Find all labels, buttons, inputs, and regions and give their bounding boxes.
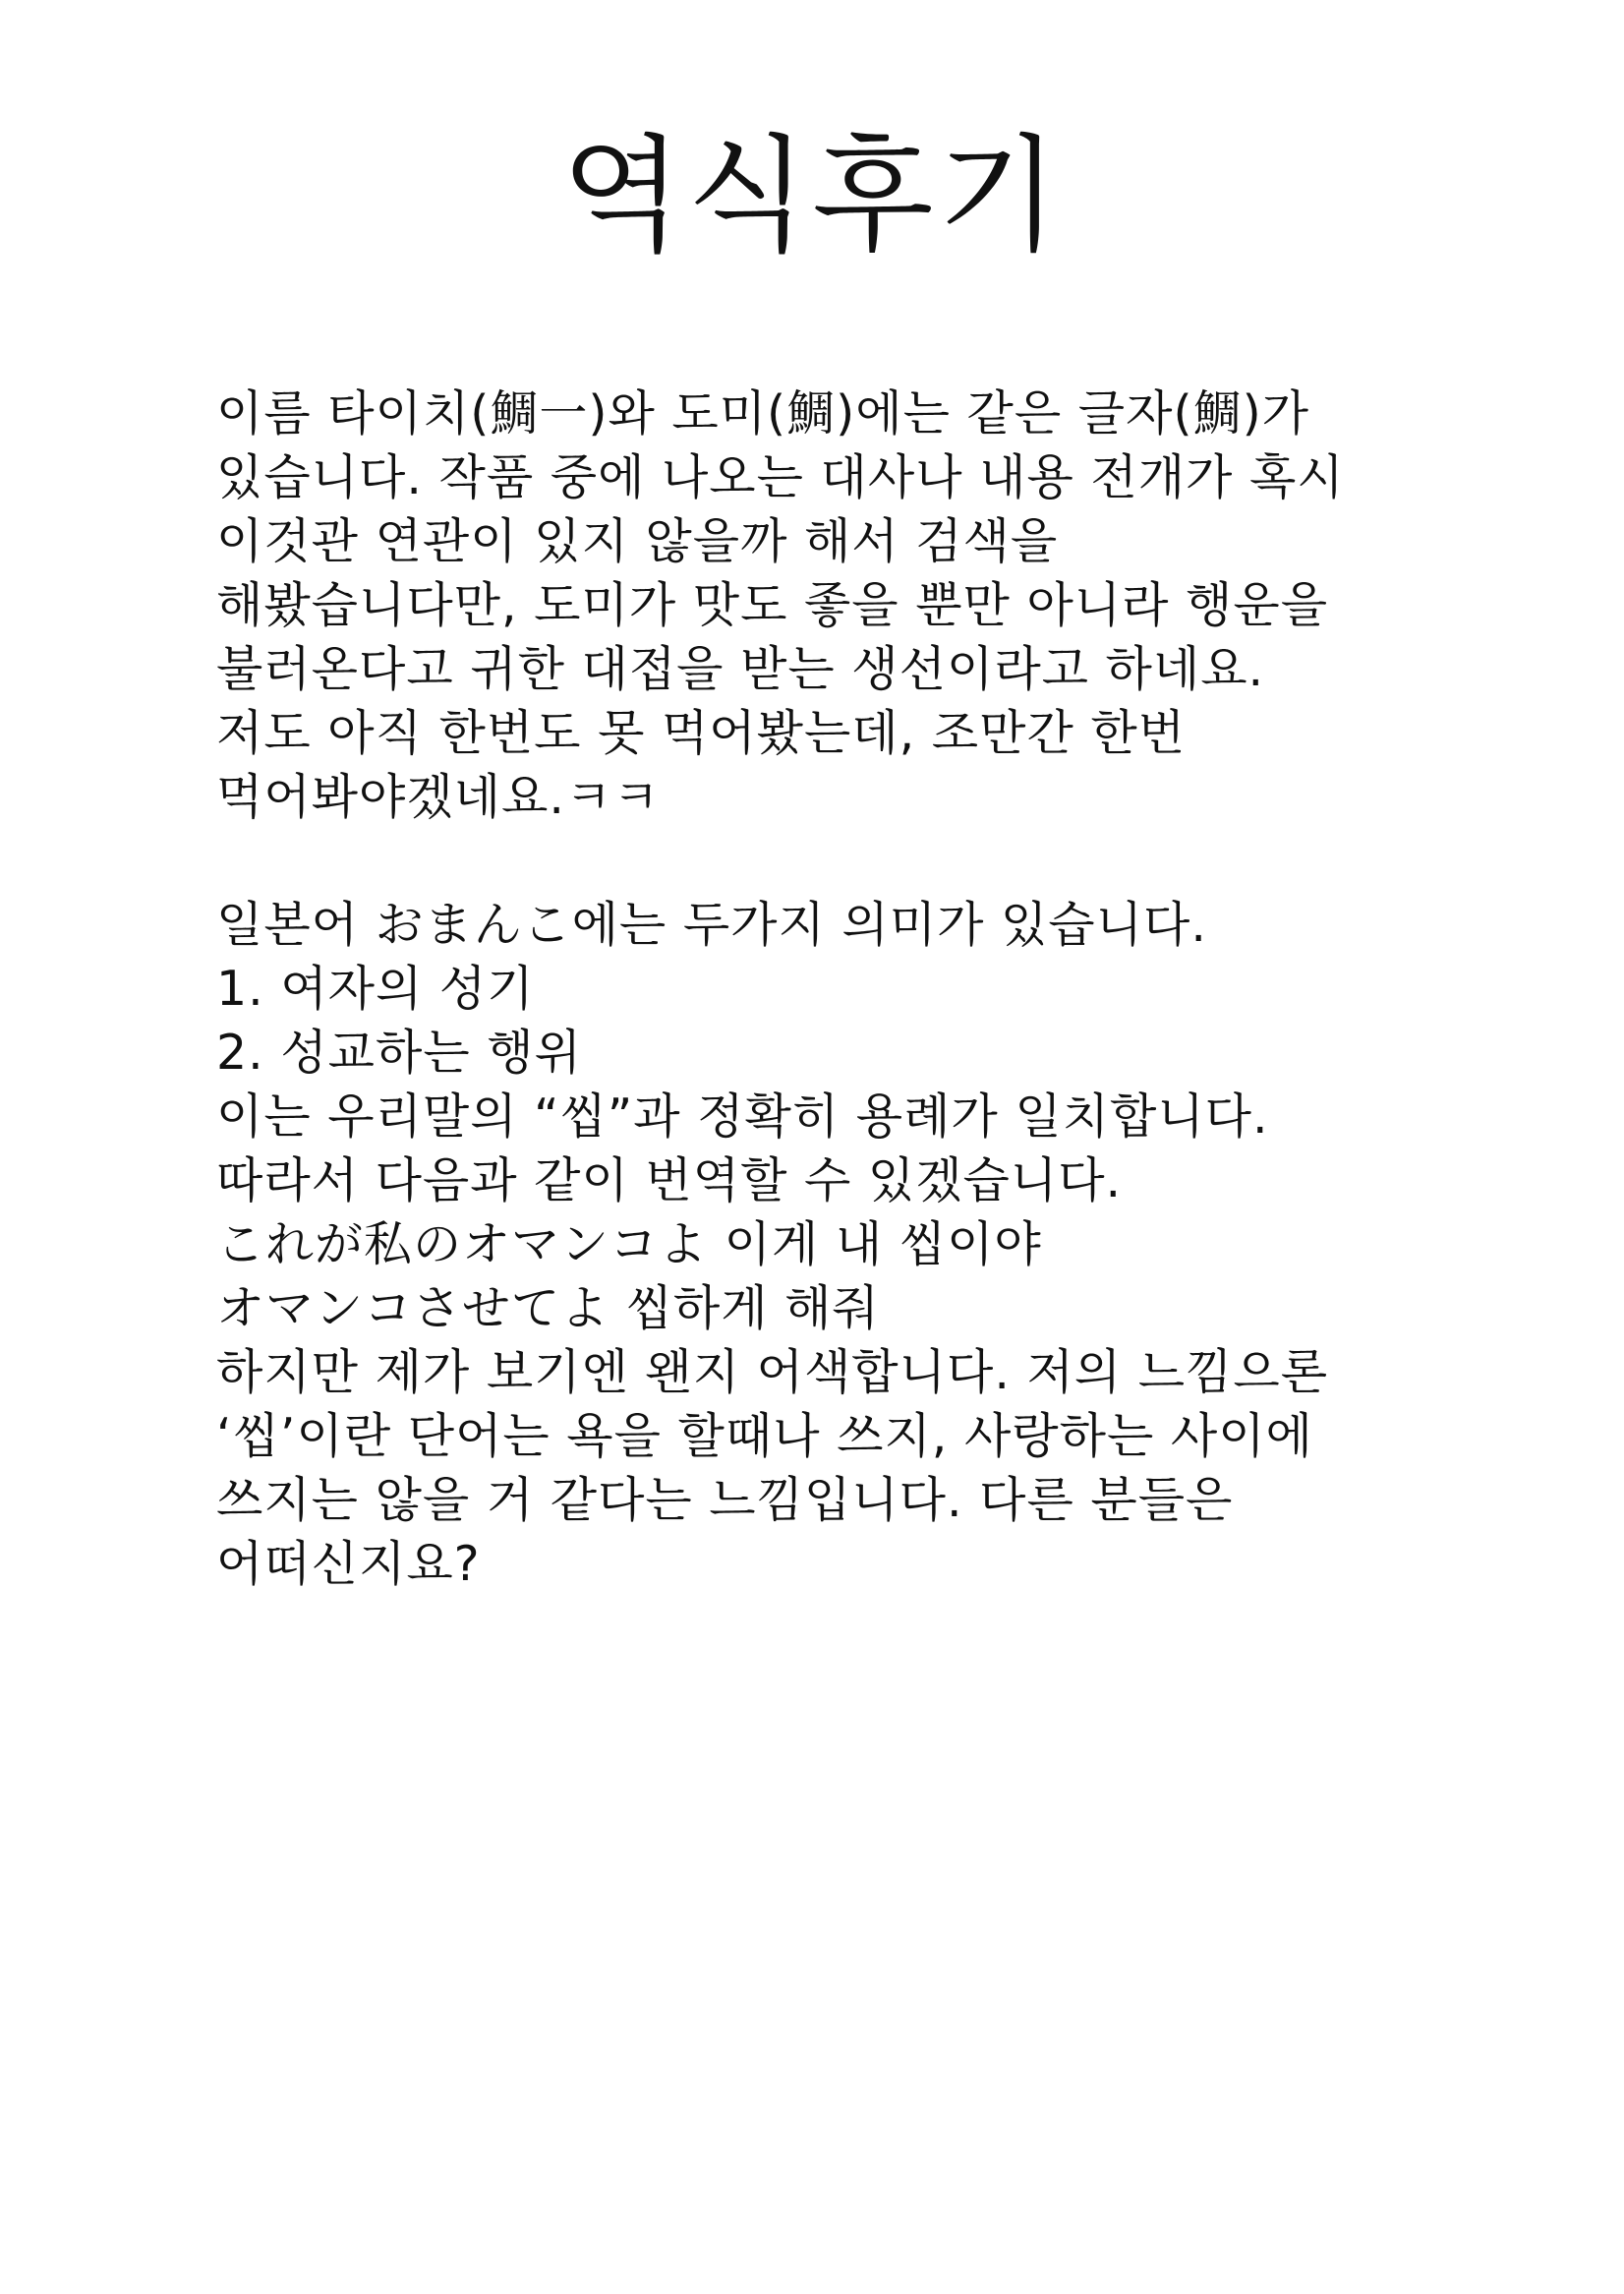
text-line: 이것관 연관이 있지 않을까 해서 검색을 bbox=[216, 513, 1059, 569]
text-line: 일본어 おまんこ에는 두가지 의미가 있습니다. bbox=[216, 897, 1207, 953]
text-line: 이름 타이치(鯛一)와 도미(鯛)에는 같은 글자(鯛)가 bbox=[216, 385, 1310, 441]
text-line: オマンコさせてよ 씹하게 해줘 bbox=[216, 1280, 880, 1336]
text-line: 먹어봐야겠네요.ㅋㅋ bbox=[216, 769, 661, 825]
text-line: 있습니다. 작품 중에 나오는 대사나 내용 전개가 혹시 bbox=[216, 449, 1345, 505]
text-line: 따라서 다음과 같이 번역할 수 있겠습니다. bbox=[216, 1152, 1123, 1208]
body-text bbox=[216, 382, 1494, 1596]
text-line: 저도 아직 한번도 못 먹어봤는데, 조만간 한번 bbox=[216, 705, 1187, 761]
text-line: 해봤습니다만, 도미가 맛도 좋을 뿐만 아니라 행운을 bbox=[216, 577, 1329, 633]
paragraph bbox=[216, 893, 1494, 1596]
text-line: 불러온다고 귀한 대접을 받는 생선이라고 하네요. bbox=[216, 641, 1265, 697]
paragraph-spacer bbox=[216, 829, 1494, 893]
text-line: 쓰지는 않을 거 같다는 느낌입니다. 다른 분들은 bbox=[216, 1472, 1234, 1528]
text-line: ‘씹’이란 단어는 욕을 할때나 쓰지, 사랑하는 사이에 bbox=[216, 1408, 1313, 1464]
text-line: 1. 여자의 성기 bbox=[216, 961, 535, 1017]
page-title: 역식후기 bbox=[560, 123, 1064, 269]
text-line: 이는 우리말의 “씹”과 정확히 용례가 일치합니다. bbox=[216, 1088, 1269, 1145]
paragraph bbox=[216, 382, 1494, 829]
text-line: 하지만 제가 보기엔 왠지 어색합니다. 저의 느낌으론 bbox=[216, 1344, 1329, 1400]
text-line: これが私のオマンコよ 이게 내 씹이야 bbox=[216, 1216, 1042, 1272]
text-line: 어떠신지요? bbox=[216, 1536, 481, 1592]
text-line: 2. 성교하는 행위 bbox=[216, 1025, 582, 1081]
